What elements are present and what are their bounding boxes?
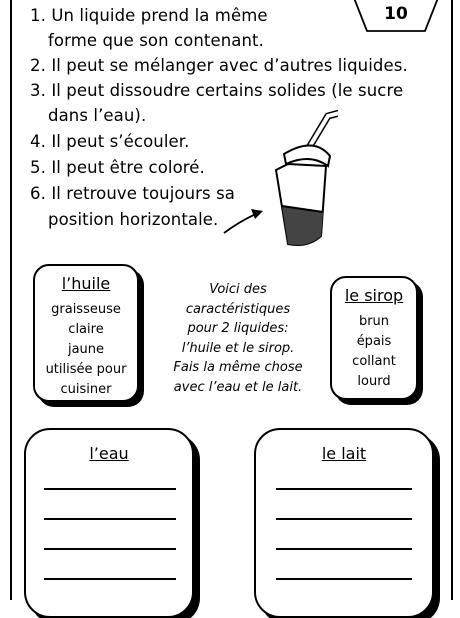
writing-line[interactable] <box>276 518 412 520</box>
eau-title: l’eau <box>89 444 129 463</box>
huile-characteristic: jaune <box>67 342 105 357</box>
writing-line[interactable] <box>44 488 176 490</box>
list-item: 6. Il retrouve toujours sa <box>30 184 235 203</box>
sirop-box <box>330 276 418 400</box>
huile-characteristic: utilisée pour <box>45 362 127 377</box>
list-item: 3. Il peut dissoudre certains solides (le sucre <box>30 81 404 100</box>
list-item: 1. Un liquide prend la même <box>30 6 268 25</box>
writing-line[interactable] <box>44 548 176 550</box>
lait-title: le lait <box>321 444 367 463</box>
sirop-characteristic: lourd <box>357 374 391 389</box>
huile-characteristic: cuisiner <box>60 382 112 397</box>
page-border-left <box>10 0 12 600</box>
list-item: 5. Il peut être coloré. <box>30 158 205 177</box>
page-number: 10 <box>384 4 408 24</box>
list-item-continuation: dans l’eau). <box>48 106 147 125</box>
huile-title: l’huile <box>61 274 111 293</box>
list-item-continuation: forme que son contenant. <box>48 31 264 50</box>
huile-box <box>33 264 139 402</box>
writing-line[interactable] <box>276 488 412 490</box>
lait-writing-box <box>254 428 434 618</box>
page-border-right <box>451 0 453 600</box>
cup-with-straw-illustration <box>218 108 338 253</box>
eau-writing-box <box>24 428 194 618</box>
sirop-title: le sirop <box>344 286 404 305</box>
instruction-text: Voici des caractéristiques pour 2 liquides: l’huile et le sirop. Fais la même chose avec l’eau et le lait. <box>173 282 303 395</box>
list-item: 4. Il peut s’écouler. <box>30 132 190 151</box>
huile-characteristic: claire <box>68 322 104 337</box>
list-item-continuation: position horizontale. <box>48 210 219 229</box>
sirop-characteristic: brun <box>358 314 390 329</box>
page-number-badge <box>352 0 440 34</box>
writing-line[interactable] <box>276 578 412 580</box>
writing-line[interactable] <box>44 518 176 520</box>
huile-characteristic: graisseuse <box>51 302 121 317</box>
writing-line[interactable] <box>276 548 412 550</box>
sirop-characteristic: épais <box>356 334 392 349</box>
list-item: 2. Il peut se mélanger avec d’autres liquides. <box>30 56 408 75</box>
writing-line[interactable] <box>44 578 176 580</box>
sirop-characteristic: collant <box>352 354 396 369</box>
